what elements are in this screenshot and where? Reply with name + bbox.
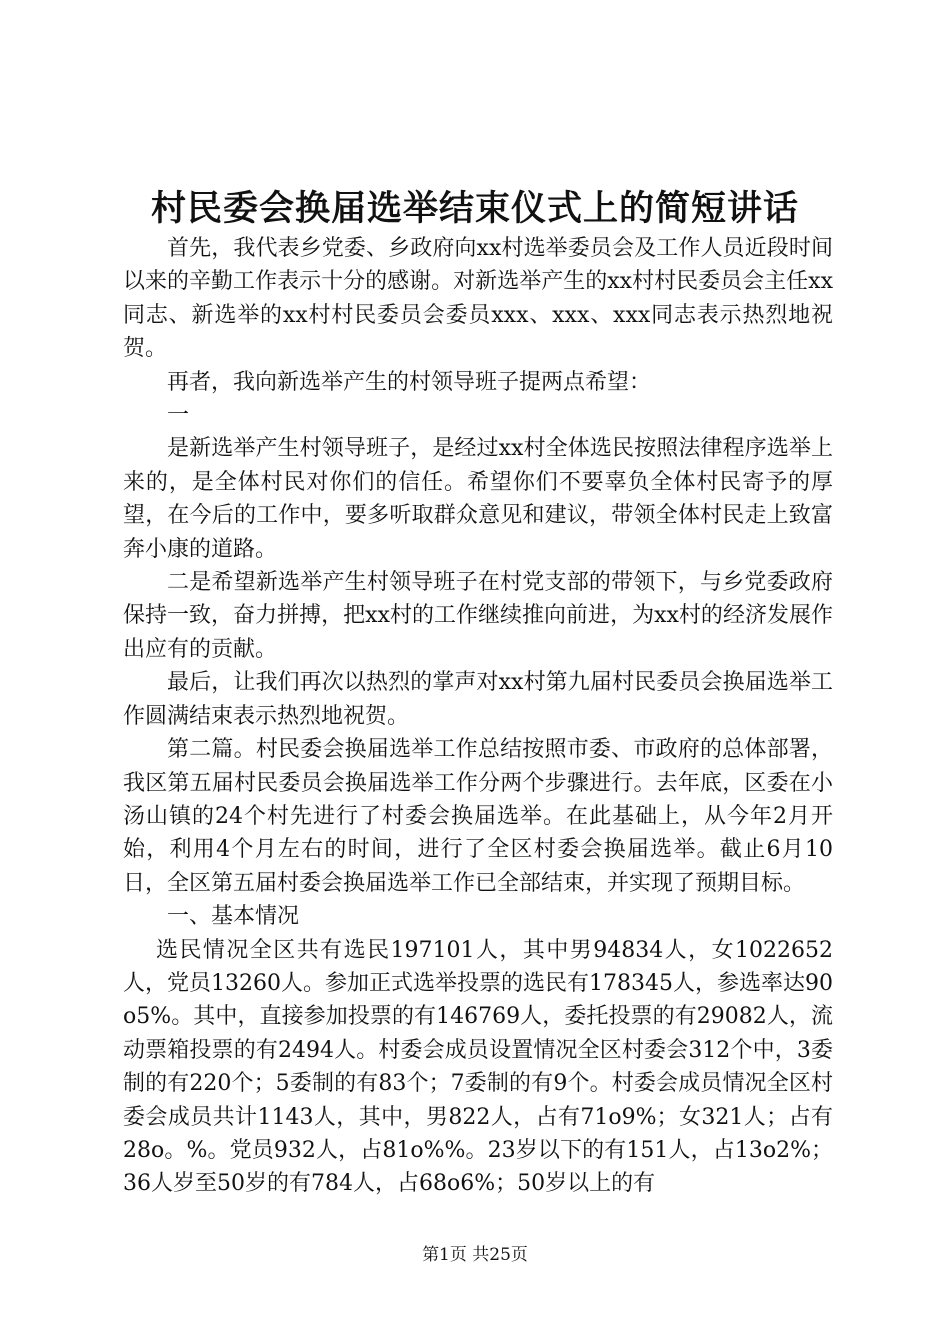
document-title: 村民委会换届选举结束仪式上的简短讲话 [150,188,799,229]
document-body [123,232,833,1201]
section-heading-basic-info: 一、基本情况 [167,904,300,930]
paragraph-second-article: 第二篇。村民委会换届选举工作总结按照市委、市政府的总体部署，我区第五届村民委员会换届选举工作分两个步骤进行。去年底，区委在小汤山镇的24个村先进行了村委会换届选举。在此基础上，从今年2月开始，利用4个月左右的时间，进行了全区村委会换届选举。截止6月10日，全区第五届村委会换届选举工作已全部结束，并实现了预期目标。 [123,737,833,896]
paragraph-hope-one: 是新选举产生村领导班子，是经过xx村全体选民按照法律程序选举上来的，是全体村民对你们的信任。希望你们不要辜负全体村民寄予的厚望，在今后的工作中，要多听取群众意见和建议，带领全体村民走上致富奔小康的道路。 [123,436,833,562]
paragraph-number-one: 一 [167,403,190,429]
paragraph-hope-two: 二是希望新选举产生村领导班子在村党支部的带领下，与乡党委政府保持一致，奋力拼搏，把xx村的工作继续推向前进，为xx村的经济发展作出应有的贡献。 [123,570,833,662]
paragraph-closing: 最后，让我们再次以热烈的掌声对xx村第九届村民委员会换届选举工作圆满结束表示热烈地祝贺。 [123,670,833,729]
page-footer: 第1页 共25页 [422,1245,528,1265]
paragraph-voter-stats: 选民情况全区共有选民197101人，其中男94834人，女1022652人，党员13260人。参加正式选举投票的选民有178345人，参选率达90o5%。其中，直接参加投票的有146769人，委托投票的有29082人，流动票箱投票的有2494人。村委会成员设置情况全区村委会312个中，3委制的有220个；5委制的有83个；7委制的有9个。村委会成员情况全区村委会成员共计1143人，其中，男822人，占有71o9%；女321人；占有28o。%。党员932人，占81o%%。23岁以下的有151人，占13o2%；36人岁至50岁的有784人，占68o6%；50岁以上的有 [123,937,833,1197]
paragraph-opening: 首先，我代表乡党委、乡政府向xx村选举委员会及工作人员近段时间以来的辛勤工作表示十分的感谢。对新选举产生的xx村村民委员会主任xx同志、新选举的xx村村民委员会委员xxx、xxx、xxx同志表示热烈地祝贺。 [123,236,833,362]
paragraph-hopes-intro: 再者，我向新选举产生的村领导班子提两点希望： [167,369,652,395]
